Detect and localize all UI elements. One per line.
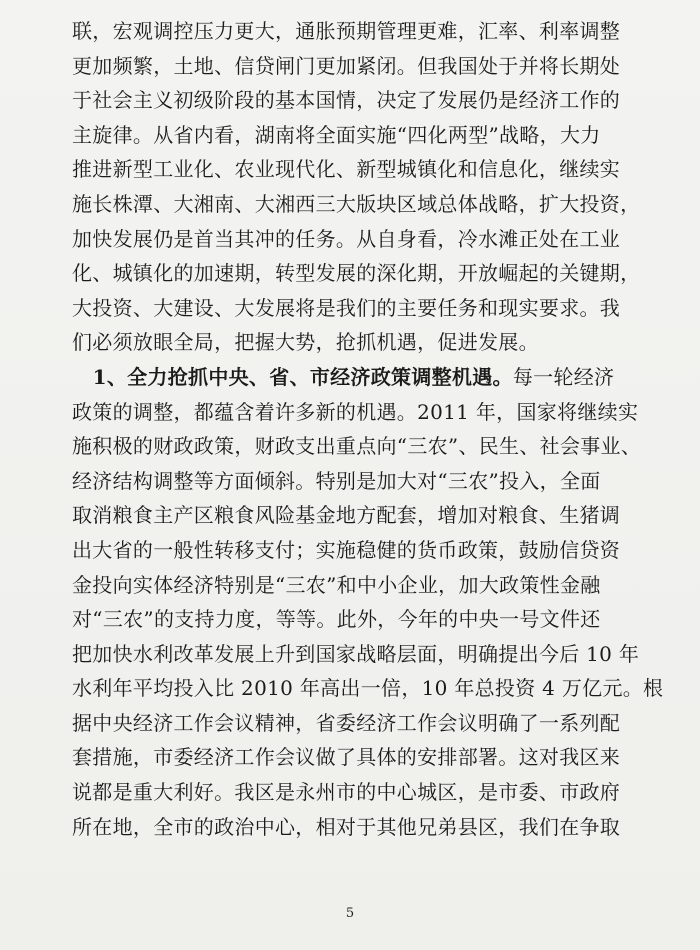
text-line: 出大省的一般性转移支付；实施稳健的货币政策，鼓励信贷资 — [72, 537, 621, 562]
text-line: 对“三农”的支持力度，等等。此外，今年的中央一号文件还 — [72, 607, 601, 632]
text-line: 取消粮食主产区粮食风险基金地方配套，增加对粮食、生猪调 — [72, 503, 621, 528]
page-number: 5 — [345, 906, 355, 921]
text-line: 经济结构调整等方面倾斜。特别是加大对“三农”投入，全面 — [72, 468, 601, 493]
text-line: 联，宏观调控压力更大，通胀预期管理更难，汇率、利率调整 — [72, 19, 621, 43]
text-line: 据中央经济工作会议精神，省委经济工作会议明确了一系列配 — [72, 710, 621, 735]
section-heading-line — [72, 360, 672, 395]
text-line: 们必须放眼全局，把握大势，抢抓机遇，促进发展。 — [72, 330, 539, 355]
text-line: 金投向实体经济特别是“三农”和中小企业，加大政策性金融 — [72, 572, 601, 597]
text-line: 施长株潭、大湘南、大湘西三大版块区域总体战略，扩大投资， — [72, 191, 641, 216]
text-line: 政策的调整，都蕴含着许多新的机遇。2011 年，国家将继续实 — [72, 399, 639, 424]
text-line: 施积极的财政政策，财政支出重点向“三农”、民生、社会事业、 — [72, 434, 642, 459]
text-line: 水利年平均投入比 2010 年高出一倍，10 年总投资 4 万亿元。根 — [72, 676, 664, 701]
text-line: 套措施，市委经济工作会议做了具体的安排部署。这对我区来 — [72, 745, 621, 770]
text-line: 推进新型工业化、农业现代化、新型城镇化和信息化，继续实 — [72, 157, 621, 182]
text-line: 加快发展仍是首当其冲的任务。从自身看，冷水滩正处在工业 — [72, 226, 621, 251]
heading-line-rest: 每一轮经济 — [512, 364, 615, 389]
text-line: 主旋律。从省内看，湖南将全面实施“四化两型”战略，大力 — [72, 122, 601, 147]
text-line: 所在地，全市的政治中心，相对于其他兄弟县区，我们在争取 — [72, 814, 621, 839]
text-line: 把加快水利改革发展上升到国家战略层面，明确提出今后 10 年 — [72, 641, 640, 666]
body-text — [72, 14, 672, 844]
text-line: 于社会主义初级阶段的基本国情，决定了发展仍是经济工作的 — [72, 88, 621, 113]
text-line: 化、城镇化的加速期，转型发展的深化期，开放崛起的关键期， — [72, 261, 641, 286]
section-heading: 1、全力抢抓中央、省、市经济政策调整机遇。 — [92, 364, 513, 389]
text-line: 大投资、大建设、大发展将是我们的主要任务和现实要求。我 — [72, 295, 621, 320]
text-line: 更加频繁，土地、信贷闸门更加紧闭。但我国处于并将长期处 — [72, 53, 621, 78]
text-line: 说都是重大利好。我区是永州市的中心城区，是市委、市政府 — [72, 780, 621, 805]
